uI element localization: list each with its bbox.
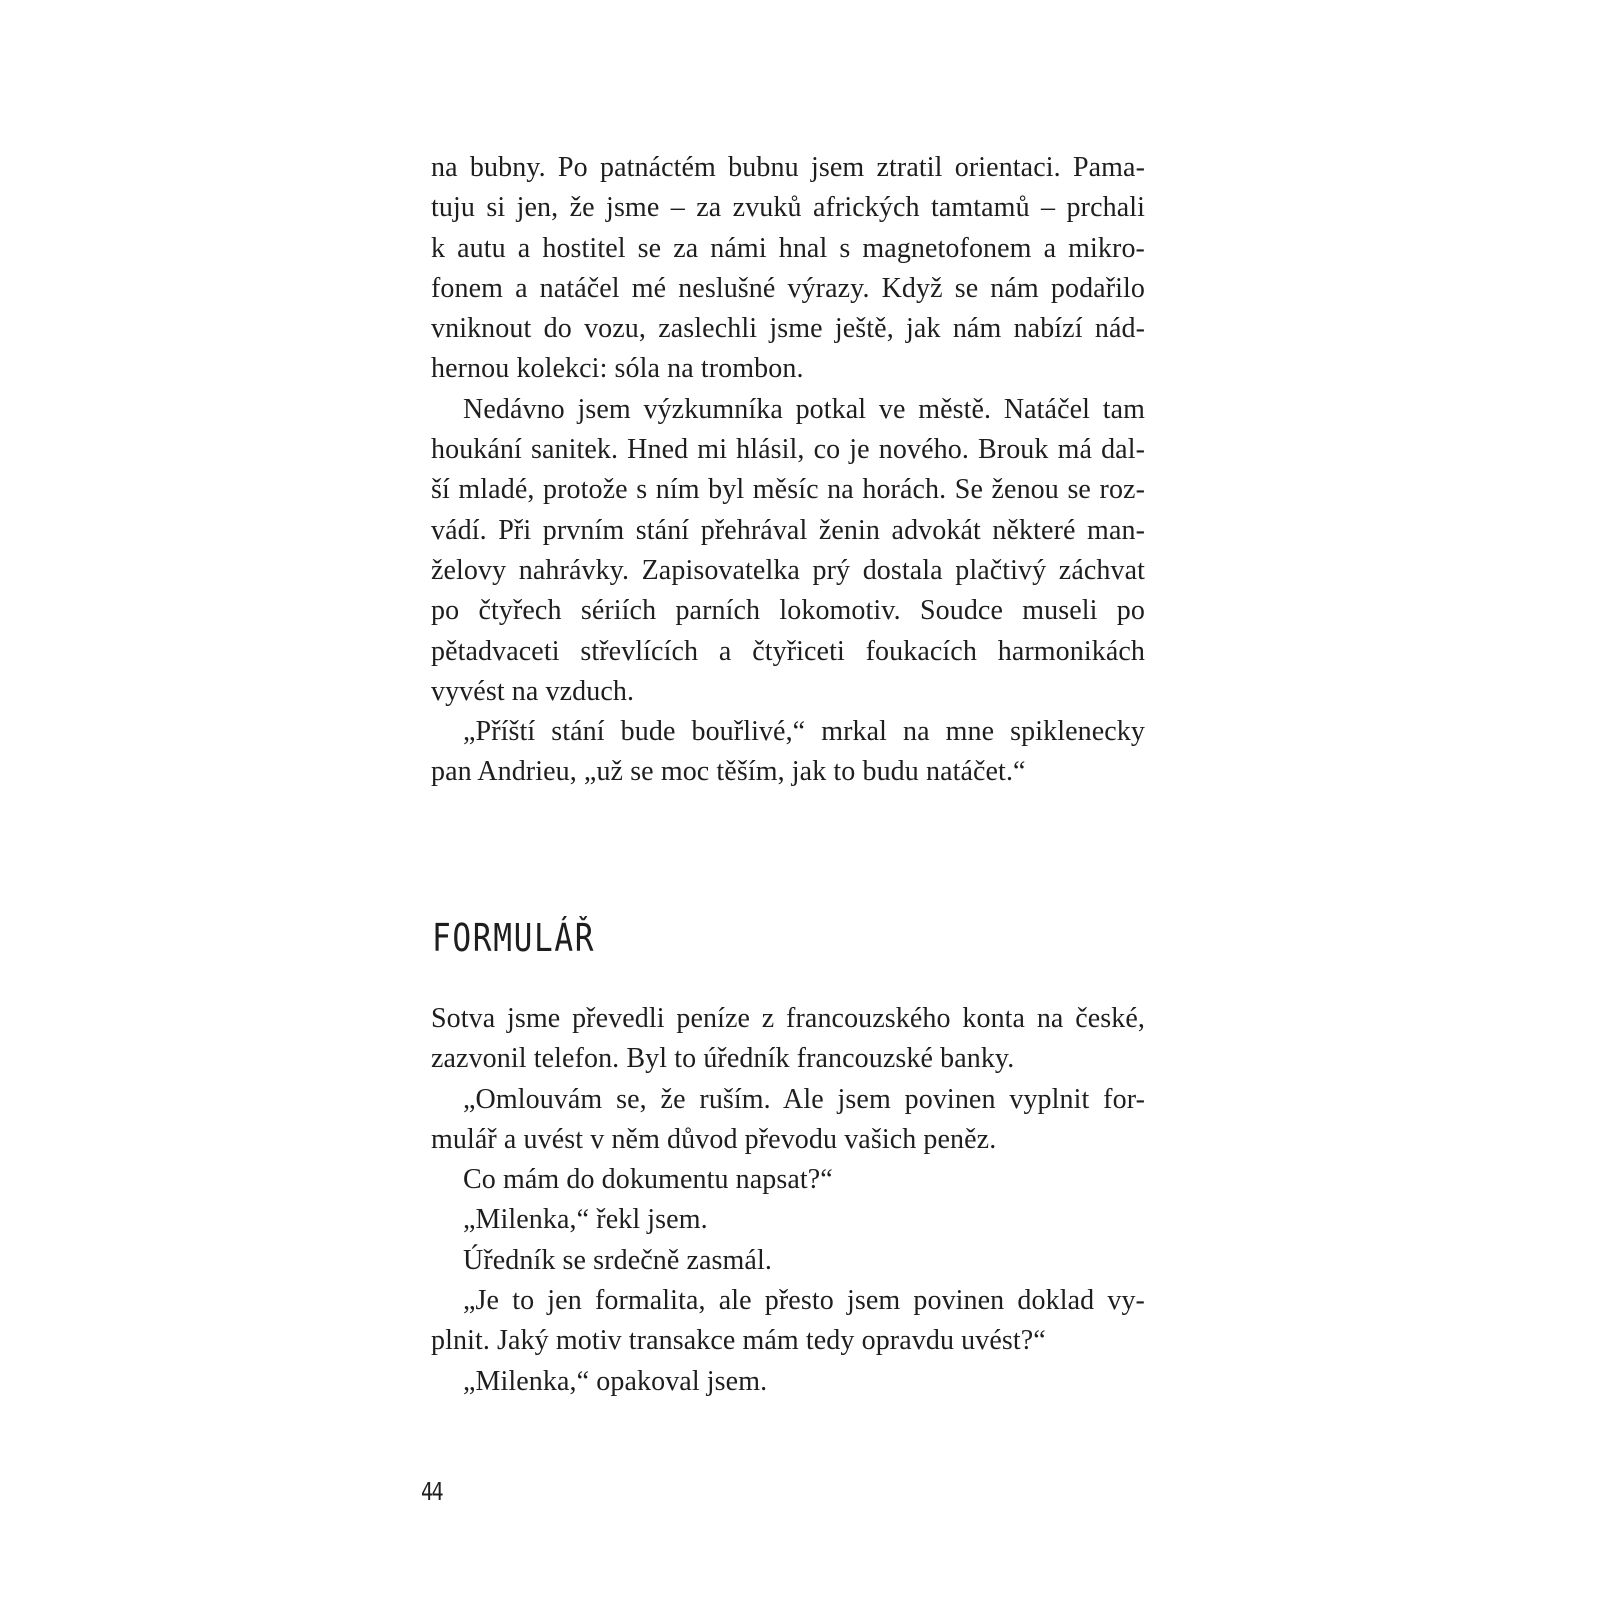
- text-line: „Je to jen formalita, ale přesto jsem povinen doklad vy-: [463, 1285, 1145, 1317]
- text-line: mulář a uvést v něm důvod převodu vašich peněz.: [431, 1123, 997, 1155]
- text-line: Nedávno jsem výzkumníka potkal ve městě. Natáčel tam: [463, 393, 1145, 425]
- text-line: zazvonil telefon. Byl to úředník francouzské banky.: [431, 1043, 1015, 1075]
- text-line: „Omlouvám se, že ruším. Ale jsem povinen vyplnit for-: [463, 1083, 1145, 1115]
- text-line: Úředník se srdečně zasmál.: [463, 1244, 772, 1276]
- text-line: hernou kolekci: sóla na trombon.: [431, 353, 804, 385]
- text-line: Sotva jsme převedli peníze z francouzského konta na české,: [431, 1003, 1145, 1034]
- text-line: na bubny. Po patnáctém bubnu jsem ztratil orientaci. Pama-: [431, 152, 1145, 183]
- text-line: vádí. Při prvním stání přehrával ženin advokát některé man-: [431, 514, 1145, 546]
- text-line: po čtyřech sériích parních lokomotiv. Soudce museli po: [431, 595, 1145, 627]
- chapter-heading: FORMULÁŘ: [432, 916, 596, 960]
- text-line: želovy nahrávky. Zapisovatelka prý dostala plačtivý záchvat: [431, 554, 1145, 586]
- text-line: vniknout do vozu, zaslechli jsme ještě, jak nám nabízí nád-: [431, 313, 1145, 345]
- text-line: Co mám do dokumentu napsat?“: [463, 1164, 833, 1196]
- text-line: ší mladé, protože s ním byl měsíc na horách. Se ženou se roz-: [431, 474, 1145, 506]
- text-line: plnit. Jaký motiv transakce mám tedy opravdu uvést?“: [431, 1325, 1046, 1357]
- text-line: pětadvaceti střevlících a čtyřiceti foukacích harmonikách: [431, 635, 1145, 667]
- text-line: „Milenka,“ opakoval jsem.: [463, 1365, 768, 1397]
- text-line: vyvést na vzduch.: [431, 675, 635, 707]
- text-line: k autu a hostitel se za námi hnal s magnetofonem a mikro-: [431, 232, 1145, 264]
- text-line: „Milenka,“ řekl jsem.: [463, 1204, 708, 1236]
- body-text-section-1: [431, 148, 1145, 793]
- text-line: fonem a natáčel mé neslušné výrazy. Když se nám podařilo: [431, 272, 1145, 304]
- page-number: 44: [421, 1477, 442, 1506]
- text-line: „Příští stání bude bouřlivé,“ mrkal na mne spiklenecky: [463, 716, 1145, 748]
- body-text-section-2: [431, 999, 1145, 1402]
- text-line: tuju si jen, že jsme – za zvuků afrických tamtamů – prchali: [431, 192, 1145, 224]
- text-line: pan Andrieu, „už se moc těším, jak to budu natáčet.“: [431, 756, 1026, 788]
- text-line: houkání sanitek. Hned mi hlásil, co je nového. Brouk má dal-: [431, 434, 1145, 466]
